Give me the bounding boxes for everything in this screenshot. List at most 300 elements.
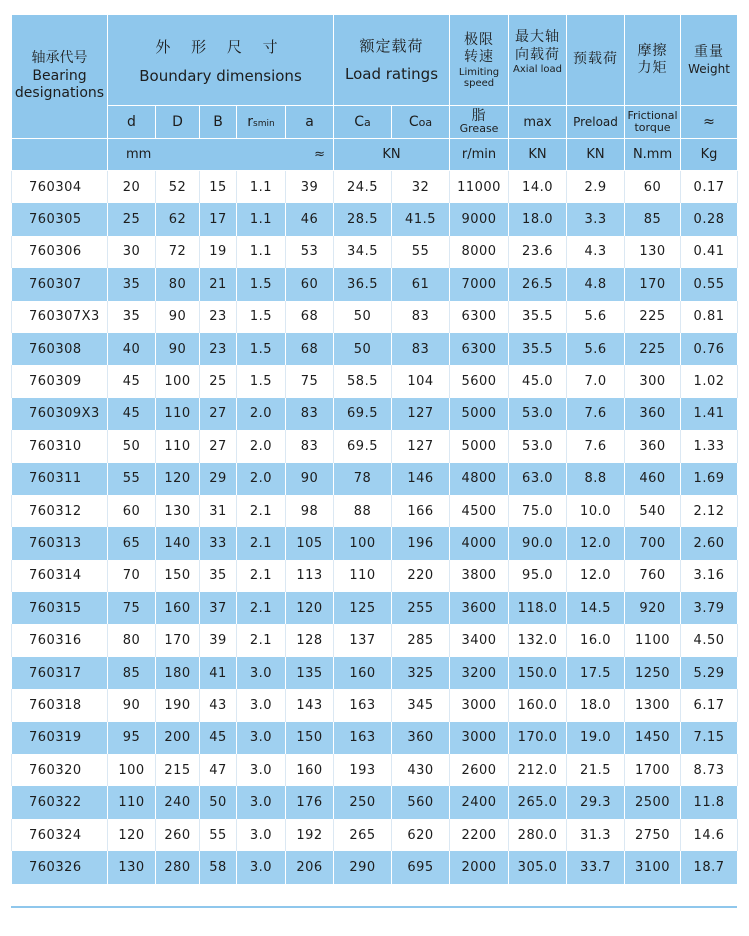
cell-B: 37 [200, 592, 237, 624]
cell-coa: 220 [392, 560, 450, 592]
cell-r: 2.1 [237, 592, 286, 624]
sym-ca-sub: a [364, 116, 371, 129]
unit-blank [12, 139, 108, 171]
cell-weight: 3.16 [681, 560, 738, 592]
table-row [12, 722, 738, 754]
sym-B: B [200, 106, 237, 139]
cell-a: 128 [286, 624, 334, 656]
cell-torque: 1450 [625, 722, 681, 754]
cell-ca: 69.5 [334, 430, 392, 462]
cell-D: 170 [156, 624, 200, 656]
cell-weight: 1.33 [681, 430, 738, 462]
cell-speed: 3600 [450, 592, 509, 624]
sym-d: d [108, 106, 156, 139]
cell-coa: 127 [392, 398, 450, 430]
cell-a: 39 [286, 171, 334, 204]
table-row [12, 819, 738, 851]
cell-torque: 1700 [625, 754, 681, 786]
table-row [12, 463, 738, 495]
cell-B: 45 [200, 722, 237, 754]
cell-B: 43 [200, 689, 237, 721]
sym-r-sub: smin [253, 119, 275, 129]
cell-B: 50 [200, 786, 237, 818]
cell-coa: 32 [392, 171, 450, 204]
limit-header [450, 15, 509, 106]
cell-D: 215 [156, 754, 200, 786]
cell-ca: 34.5 [334, 236, 392, 268]
cell-ca: 110 [334, 560, 392, 592]
cell-axial: 63.0 [509, 463, 567, 495]
cell-ca: 24.5 [334, 171, 392, 204]
cell-torque: 460 [625, 463, 681, 495]
sym-r [237, 106, 286, 139]
cell-designation: 760307 [12, 268, 108, 300]
cell-coa: 41.5 [392, 203, 450, 235]
cell-designation: 760309X3 [12, 398, 108, 430]
cell-d: 25 [108, 203, 156, 235]
cell-weight: 5.29 [681, 657, 738, 689]
cell-a: 68 [286, 333, 334, 365]
cell-axial: 118.0 [509, 592, 567, 624]
cell-coa: 360 [392, 722, 450, 754]
cell-speed: 11000 [450, 171, 509, 204]
cell-a: 113 [286, 560, 334, 592]
cell-speed: 3200 [450, 657, 509, 689]
cell-r: 3.0 [237, 851, 286, 883]
friction-en-1: Frictional [627, 108, 678, 122]
designation-header [12, 15, 108, 139]
cell-D: 62 [156, 203, 200, 235]
cell-preload: 10.0 [567, 495, 625, 527]
cell-D: 72 [156, 236, 200, 268]
cell-coa: 83 [392, 301, 450, 333]
cell-D: 280 [156, 851, 200, 883]
cell-weight: 2.60 [681, 527, 738, 559]
cell-B: 17 [200, 203, 237, 235]
cell-d: 95 [108, 722, 156, 754]
cell-ca: 100 [334, 527, 392, 559]
cell-designation: 760310 [12, 430, 108, 462]
cell-speed: 2200 [450, 819, 509, 851]
cell-weight: 14.6 [681, 819, 738, 851]
sym-coa-sub: oa [418, 116, 433, 129]
table-row [12, 203, 738, 235]
friction-cn-1: 摩擦 [637, 42, 668, 59]
cell-preload: 12.0 [567, 527, 625, 559]
table-row [12, 495, 738, 527]
cell-D: 180 [156, 657, 200, 689]
cell-ca: 78 [334, 463, 392, 495]
cell-weight: 4.50 [681, 624, 738, 656]
cell-B: 39 [200, 624, 237, 656]
sym-ca [334, 106, 392, 139]
cell-speed: 4000 [450, 527, 509, 559]
cell-d: 70 [108, 560, 156, 592]
cell-B: 35 [200, 560, 237, 592]
cell-d: 40 [108, 333, 156, 365]
cell-ca: 265 [334, 819, 392, 851]
cell-torque: 170 [625, 268, 681, 300]
cell-D: 110 [156, 398, 200, 430]
sym-friction [625, 106, 681, 139]
cell-d: 45 [108, 365, 156, 397]
cell-speed: 3000 [450, 722, 509, 754]
unit-nmm: N.mm [625, 139, 681, 171]
cell-preload: 7.6 [567, 430, 625, 462]
cell-preload: 4.8 [567, 268, 625, 300]
weight-en: Weight [688, 61, 730, 76]
grease-cn: 脂 [471, 107, 487, 124]
cell-d: 80 [108, 624, 156, 656]
table-row [12, 301, 738, 333]
table-bottom-rule [11, 906, 737, 908]
cell-weight: 1.41 [681, 398, 738, 430]
cell-ca: 137 [334, 624, 392, 656]
cell-ca: 36.5 [334, 268, 392, 300]
cell-preload: 7.0 [567, 365, 625, 397]
cell-r: 2.0 [237, 430, 286, 462]
cell-D: 52 [156, 171, 200, 204]
cell-axial: 280.0 [509, 819, 567, 851]
cell-coa: 345 [392, 689, 450, 721]
cell-r: 1.1 [237, 171, 286, 204]
cell-coa: 196 [392, 527, 450, 559]
sym-axial-max: max [509, 106, 567, 139]
cell-coa: 127 [392, 430, 450, 462]
cell-preload: 29.3 [567, 786, 625, 818]
cell-designation: 760318 [12, 689, 108, 721]
cell-r: 3.0 [237, 657, 286, 689]
sym-preload: Preload [567, 106, 625, 139]
cell-a: 75 [286, 365, 334, 397]
friction-cn-2: 力矩 [637, 60, 668, 76]
cell-coa: 325 [392, 657, 450, 689]
cell-weight: 18.7 [681, 851, 738, 883]
cell-d: 110 [108, 786, 156, 818]
cell-d: 120 [108, 819, 156, 851]
cell-a: 206 [286, 851, 334, 883]
cell-B: 58 [200, 851, 237, 883]
cell-r: 3.0 [237, 722, 286, 754]
cell-a: 53 [286, 236, 334, 268]
cell-r: 1.1 [237, 236, 286, 268]
limit-en-2: speed [463, 77, 495, 89]
cell-coa: 166 [392, 495, 450, 527]
cell-torque: 85 [625, 203, 681, 235]
cell-ca: 50 [334, 333, 392, 365]
cell-d: 90 [108, 689, 156, 721]
cell-coa: 695 [392, 851, 450, 883]
table-row [12, 786, 738, 818]
cell-axial: 53.0 [509, 430, 567, 462]
cell-coa: 55 [392, 236, 450, 268]
cell-axial: 26.5 [509, 268, 567, 300]
cell-d: 35 [108, 268, 156, 300]
cell-B: 19 [200, 236, 237, 268]
cell-B: 29 [200, 463, 237, 495]
cell-B: 15 [200, 171, 237, 204]
cell-d: 100 [108, 754, 156, 786]
cell-B: 27 [200, 398, 237, 430]
table-row [12, 365, 738, 397]
table-row [12, 430, 738, 462]
cell-torque: 2500 [625, 786, 681, 818]
limit-cn-2: 转速 [464, 49, 495, 65]
cell-B: 21 [200, 268, 237, 300]
cell-coa: 104 [392, 365, 450, 397]
cell-d: 30 [108, 236, 156, 268]
cell-axial: 18.0 [509, 203, 567, 235]
cell-d: 75 [108, 592, 156, 624]
table-row [12, 268, 738, 300]
table-row [12, 236, 738, 268]
cell-designation: 760326 [12, 851, 108, 883]
cell-r: 2.1 [237, 495, 286, 527]
table-row [12, 754, 738, 786]
cell-ca: 193 [334, 754, 392, 786]
cell-speed: 4500 [450, 495, 509, 527]
cell-B: 33 [200, 527, 237, 559]
cell-speed: 6300 [450, 301, 509, 333]
cell-D: 240 [156, 786, 200, 818]
axial-en: Axial load [513, 64, 563, 75]
unit-mm-cell [108, 139, 334, 171]
cell-a: 60 [286, 268, 334, 300]
cell-torque: 540 [625, 495, 681, 527]
cell-ca: 160 [334, 657, 392, 689]
preload-header [567, 15, 625, 106]
cell-torque: 225 [625, 301, 681, 333]
cell-D: 90 [156, 301, 200, 333]
cell-ca: 250 [334, 786, 392, 818]
cell-a: 135 [286, 657, 334, 689]
cell-B: 47 [200, 754, 237, 786]
cell-d: 20 [108, 171, 156, 204]
cell-B: 41 [200, 657, 237, 689]
boundary-header [108, 15, 334, 106]
cell-a: 150 [286, 722, 334, 754]
cell-speed: 6300 [450, 333, 509, 365]
cell-preload: 3.3 [567, 203, 625, 235]
cell-r: 2.1 [237, 527, 286, 559]
cell-B: 55 [200, 819, 237, 851]
cell-preload: 31.3 [567, 819, 625, 851]
boundary-cn: 外 形 尺 寸 [155, 37, 286, 56]
cell-torque: 360 [625, 398, 681, 430]
sym-weight: ≈ [681, 106, 738, 139]
cell-ca: 163 [334, 689, 392, 721]
cell-d: 55 [108, 463, 156, 495]
cell-torque: 2750 [625, 819, 681, 851]
cell-B: 23 [200, 333, 237, 365]
cell-coa: 430 [392, 754, 450, 786]
cell-preload: 5.6 [567, 333, 625, 365]
cell-designation: 760311 [12, 463, 108, 495]
cell-speed: 5000 [450, 398, 509, 430]
cell-preload: 4.3 [567, 236, 625, 268]
unit-kn3: KN [567, 139, 625, 171]
cell-r: 3.0 [237, 819, 286, 851]
cell-axial: 265.0 [509, 786, 567, 818]
cell-a: 90 [286, 463, 334, 495]
cell-r: 1.5 [237, 333, 286, 365]
cell-B: 31 [200, 495, 237, 527]
cell-r: 3.0 [237, 754, 286, 786]
cell-a: 98 [286, 495, 334, 527]
cell-torque: 300 [625, 365, 681, 397]
cell-D: 80 [156, 268, 200, 300]
cell-d: 50 [108, 430, 156, 462]
cell-designation: 760316 [12, 624, 108, 656]
cell-weight: 2.12 [681, 495, 738, 527]
cell-ca: 88 [334, 495, 392, 527]
unit-mm: mm [126, 147, 152, 162]
cell-axial: 35.5 [509, 333, 567, 365]
axial-cn-1: 最大轴 [515, 29, 561, 45]
cell-a: 160 [286, 754, 334, 786]
cell-torque: 1250 [625, 657, 681, 689]
cell-speed: 2400 [450, 786, 509, 818]
cell-preload: 16.0 [567, 624, 625, 656]
cell-torque: 225 [625, 333, 681, 365]
unit-kn: KN [334, 139, 450, 171]
load-cn: 额定载荷 [359, 36, 424, 55]
cell-preload: 2.9 [567, 171, 625, 204]
sym-coa-main: C [408, 114, 419, 130]
cell-axial: 305.0 [509, 851, 567, 883]
cell-a: 120 [286, 592, 334, 624]
cell-ca: 28.5 [334, 203, 392, 235]
cell-torque: 1100 [625, 624, 681, 656]
cell-torque: 1300 [625, 689, 681, 721]
cell-a: 83 [286, 398, 334, 430]
unit-kn2: KN [509, 139, 567, 171]
cell-axial: 150.0 [509, 657, 567, 689]
cell-ca: 50 [334, 301, 392, 333]
cell-axial: 45.0 [509, 365, 567, 397]
cell-weight: 0.76 [681, 333, 738, 365]
cell-a: 68 [286, 301, 334, 333]
cell-preload: 17.5 [567, 657, 625, 689]
preload-cn: 预载荷 [573, 51, 619, 68]
cell-r: 1.5 [237, 365, 286, 397]
cell-designation: 760308 [12, 333, 108, 365]
cell-preload: 18.0 [567, 689, 625, 721]
axial-header [509, 15, 567, 106]
cell-r: 2.0 [237, 463, 286, 495]
table-row [12, 624, 738, 656]
cell-weight: 0.81 [681, 301, 738, 333]
cell-axial: 23.6 [509, 236, 567, 268]
sym-a: a [286, 106, 334, 139]
cell-weight: 0.17 [681, 171, 738, 204]
cell-speed: 9000 [450, 203, 509, 235]
cell-axial: 212.0 [509, 754, 567, 786]
table-row [12, 171, 738, 204]
cell-D: 130 [156, 495, 200, 527]
cell-designation: 760312 [12, 495, 108, 527]
weight-cn: 重量 [694, 44, 725, 61]
cell-designation: 760315 [12, 592, 108, 624]
cell-preload: 21.5 [567, 754, 625, 786]
data-rows [12, 171, 738, 884]
cell-axial: 14.0 [509, 171, 567, 204]
cell-speed: 2600 [450, 754, 509, 786]
cell-D: 200 [156, 722, 200, 754]
cell-D: 140 [156, 527, 200, 559]
grease-en: Grease [459, 121, 499, 135]
cell-ca: 290 [334, 851, 392, 883]
cell-speed: 4800 [450, 463, 509, 495]
cell-torque: 360 [625, 430, 681, 462]
cell-ca: 125 [334, 592, 392, 624]
limit-cn-1: 极限 [464, 31, 495, 48]
limit-en-1: Limiting [458, 66, 500, 78]
designation-cn: 轴承代号 [31, 50, 88, 67]
cell-designation: 760320 [12, 754, 108, 786]
cell-preload: 8.8 [567, 463, 625, 495]
cell-axial: 53.0 [509, 398, 567, 430]
cell-d: 65 [108, 527, 156, 559]
cell-ca: 163 [334, 722, 392, 754]
cell-preload: 33.7 [567, 851, 625, 883]
cell-D: 260 [156, 819, 200, 851]
unit-rmin: r/min [450, 139, 509, 171]
cell-r: 1.5 [237, 268, 286, 300]
cell-weight: 0.55 [681, 268, 738, 300]
cell-preload: 12.0 [567, 560, 625, 592]
cell-a: 105 [286, 527, 334, 559]
cell-torque: 760 [625, 560, 681, 592]
cell-weight: 0.41 [681, 236, 738, 268]
cell-axial: 160.0 [509, 689, 567, 721]
weight-header [681, 15, 738, 106]
cell-r: 1.1 [237, 203, 286, 235]
cell-torque: 130 [625, 236, 681, 268]
cell-speed: 3400 [450, 624, 509, 656]
cell-designation: 760304 [12, 171, 108, 204]
cell-coa: 255 [392, 592, 450, 624]
cell-preload: 19.0 [567, 722, 625, 754]
table-row [12, 592, 738, 624]
cell-designation: 760309 [12, 365, 108, 397]
cell-coa: 620 [392, 819, 450, 851]
cell-D: 150 [156, 560, 200, 592]
cell-a: 143 [286, 689, 334, 721]
cell-r: 1.5 [237, 301, 286, 333]
cell-D: 110 [156, 430, 200, 462]
cell-D: 120 [156, 463, 200, 495]
cell-coa: 61 [392, 268, 450, 300]
cell-coa: 560 [392, 786, 450, 818]
cell-axial: 132.0 [509, 624, 567, 656]
cell-preload: 5.6 [567, 301, 625, 333]
cell-a: 192 [286, 819, 334, 851]
sym-coa [392, 106, 450, 139]
cell-axial: 170.0 [509, 722, 567, 754]
cell-torque: 60 [625, 171, 681, 204]
cell-r: 2.1 [237, 560, 286, 592]
cell-coa: 146 [392, 463, 450, 495]
cell-D: 160 [156, 592, 200, 624]
cell-speed: 5000 [450, 430, 509, 462]
cell-weight: 7.15 [681, 722, 738, 754]
cell-d: 45 [108, 398, 156, 430]
unit-approx: ≈ [314, 147, 326, 162]
axial-cn-2: 向载荷 [515, 46, 561, 63]
cell-d: 60 [108, 495, 156, 527]
cell-speed: 7000 [450, 268, 509, 300]
